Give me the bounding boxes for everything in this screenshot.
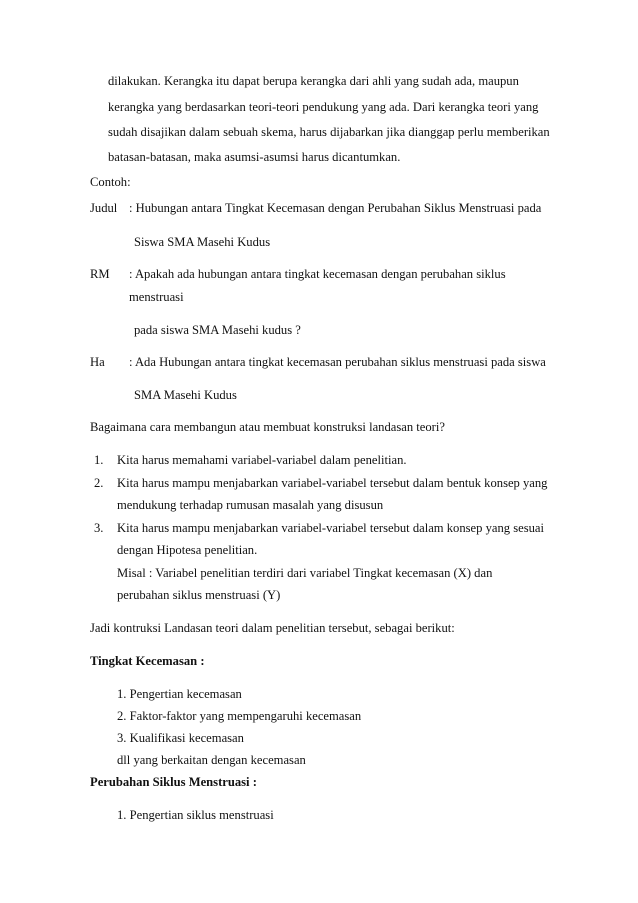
intro-line-2: kerangka yang berdasarkan teori-teori pendukung yang ada. Dari kerangka teori yang xyxy=(108,100,539,114)
intro-line-4: batasan-batasan, maka asumsi-asumsi harus dicantumkan. xyxy=(108,150,401,164)
rm-label: RM xyxy=(90,267,110,281)
ha-text-1: : Ada Hubungan antara tingkat kecemasan perubahan siklus menstruasi pada siswa xyxy=(129,355,546,369)
siklus-item-1: 1. Pengertian siklus menstruasi xyxy=(117,808,274,822)
step-2-text-1: Kita harus mampu menjabarkan variabel-variabel tersebut dalam bentuk konsep yang xyxy=(117,476,548,490)
step-2-number: 2. xyxy=(94,476,104,490)
step-3-text-1: Kita harus mampu menjabarkan variabel-variabel tersebut dalam konsep yang sesuai xyxy=(117,521,544,535)
question-text: Bagaimana cara membangun atau membuat konstruksi landasan teori? xyxy=(90,420,445,434)
misal-line-2: perubahan siklus menstruasi (Y) xyxy=(117,588,281,602)
jadi-text: Jadi kontruksi Landasan teori dalam penelitian tersebut, sebagai berikut: xyxy=(90,621,455,635)
kecemasan-item-3: 3. Kualifikasi kecemasan xyxy=(117,731,244,745)
rm-text-1: : Apakah ada hubungan antara tingkat kecemasan dengan perubahan siklus xyxy=(129,267,506,281)
kecemasan-item-2: 2. Faktor-faktor yang mempengaruhi kecemasan xyxy=(117,709,362,723)
judul-text-2: Siswa SMA Masehi Kudus xyxy=(134,235,271,249)
judul-label: Judul xyxy=(90,201,118,215)
intro-line-3: sudah disajikan dalam sebuah skema, harus dijabarkan jika dianggap perlu memberikan xyxy=(108,125,550,139)
step-1-text: Kita harus memahami variabel-variabel dalam penelitian. xyxy=(117,453,407,467)
ha-text-2: SMA Masehi Kudus xyxy=(134,388,237,402)
step-2-text-2: mendukung terhadap rumusan masalah yang disusun xyxy=(117,498,384,512)
kecemasan-item-1: 1. Pengertian kecemasan xyxy=(117,687,242,701)
kecemasan-heading: Tingkat Kecemasan : xyxy=(90,654,205,668)
rm-text-2: menstruasi xyxy=(129,290,184,304)
rm-text-3: pada siswa SMA Masehi kudus ? xyxy=(134,323,301,337)
step-3-number: 3. xyxy=(94,521,104,535)
step-3-text-2: dengan Hipotesa penelitian. xyxy=(117,543,258,557)
contoh-label: Contoh: xyxy=(90,175,131,189)
intro-line-1: dilakukan. Kerangka itu dapat berupa kerangka dari ahli yang sudah ada, maupun xyxy=(108,74,519,88)
misal-line-1: Misal : Variabel penelitian terdiri dari variabel Tingkat kecemasan (X) dan xyxy=(117,566,493,580)
siklus-heading: Perubahan Siklus Menstruasi : xyxy=(90,775,257,789)
step-1-number: 1. xyxy=(94,453,104,467)
judul-text-1: : Hubungan antara Tingkat Kecemasan dengan Perubahan Siklus Menstruasi pada xyxy=(129,201,542,215)
ha-label: Ha xyxy=(90,355,105,369)
kecemasan-dll: dll yang berkaitan dengan kecemasan xyxy=(117,753,306,767)
